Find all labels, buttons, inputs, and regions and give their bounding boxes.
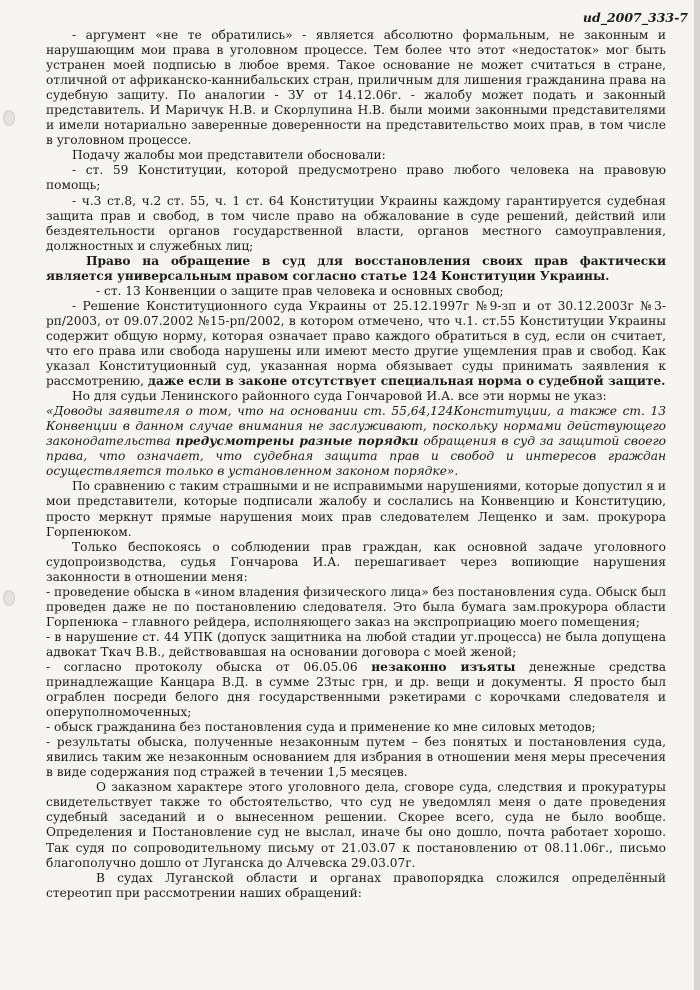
list-item bbox=[46, 660, 666, 720]
quote bbox=[46, 404, 666, 479]
paragraph: - аргумент «не те обратились» - является абсолютно формальным, не законным и нарушающим мои права в уголовном процессе. Тем более что этот «недостаток» мог быть устранен моей подписью в любое время. Такое основание не может считаться в стране, отличной от африканско-каннибальских стран, приличным для лишения гражданина права на судебную защиту. По аналогии - ЗУ от 14.12.06г. - жалобу может подать и законный представитель. И Маричук Н.В. и Скорлупина Н.В. были моими законными представителями и имели нотариально заверенные доверенности на представительство моих прав, в том числе в уголовном процессе. bbox=[46, 28, 666, 148]
list-item: - ст. 13 Конвенции о защите прав человека и основных свобод; bbox=[96, 283, 504, 298]
paragraph: О заказном характере этого уголовного дела, сговоре суда, следствия и прокуратуры свидетельствует также то обстоятельство, что суд не уведомлял меня о дате проведения судебный заседаний и о вынесенном решении. Скорее всего, суда не было вообще. Определения и Постановление суд не выслал, иначе бы оно дошло, почта работает хорошо. Так судя по сопроводительному письму от 21.03.07 к постановлению от 08.11.06г., письмо благополучно дошло от Луганска до Алчевска 29.03.07г. bbox=[46, 780, 666, 870]
paragraph-text: - Решение Конституционного суда Украины от 25.12.1997г №9-зп и от 30.12.2003г №3-рп/2003, от 09.07.2002 №15-рп/2002, в котором отмечено, что ч.1. ст.55 Конституции Украины содержит общую норму, которая означает право каждого обратиться в суд, если он считает, что его права или свобода нарушены или имеют место другие ущемления прав и свобод. Как указал Конституционный суд, указанная норма обязывает суды принимать заявления к рассмотрению, bbox=[46, 298, 666, 389]
bold-phrase: незаконно изъяты bbox=[371, 659, 516, 674]
bold-statement: Право на обращение в суд для восстановления своих прав фактически является универсальным правом согласно статье 124 Конституции Украины. bbox=[46, 253, 666, 283]
list-item bbox=[46, 299, 666, 389]
page-edge bbox=[694, 0, 700, 990]
paragraph: Подачу жалобы мои представители обосновали: bbox=[72, 148, 386, 163]
binder-hole bbox=[3, 590, 15, 606]
paragraph: Только беспокоясь о соблюдении прав граждан, как основной задаче уголовного судопроизводства, судья Гончарова И.А. перешагивает через вопиющие нарушения законности в отношении меня: bbox=[46, 539, 666, 584]
list-item: - ст. 59 Конституции, которой предусмотрено право любого человека на правовую помощь; bbox=[46, 163, 666, 193]
bold-phrase: предусмотрены разные порядки bbox=[175, 434, 419, 449]
paragraph-text: денежные средства принадлежащие Канцара В.Д. в сумме 23тыс грн, и др. вещи и документы. Я просто был ограблен посреди белого дня государственными рэкетирами с корочками следователя и оперуполномоченных; bbox=[46, 659, 666, 720]
list-item: - ч.3 ст.8, ч.2 ст. 55, ч. 1 ст. 64 Конституции Украины каждому гарантируется судебная защита прав и свобод, в том числе право на обжалование в суде решений, действий или бездеятельности органов государственной власти, органов местного самоуправления, должностных и служебных лиц; bbox=[46, 193, 666, 253]
quote-text: «Доводы заявителя о том, что на основании ст. 55,64,124Конституции, а также ст. 13 Конвенции в данном случае внимания не заслуживают, поскольку нормами действующего законодательства bbox=[46, 404, 666, 449]
quote-text: обращения в суд за защитой своего права, что означает, что судебная защита прав и свобод и интересов граждан осуществляется только в установленном законом порядке». bbox=[46, 434, 667, 479]
list-item: - в нарушение ст. 44 УПК (допуск защитника на любой стадии уг.процесса) не была допущена адвокат Ткач В.В., действовавшая на основании договора с моей женой; bbox=[46, 629, 666, 659]
paragraph: В судах Луганской области и органах правопорядка сложился определённый стереотип при рассмотрении наших обращений: bbox=[46, 870, 666, 900]
document-body bbox=[46, 28, 666, 901]
document-id: ud_2007_333-7 bbox=[582, 10, 688, 25]
bold-phrase: даже если в законе отсутствует специальная норма о судебной защите. bbox=[147, 374, 666, 389]
list-item: - результаты обыска, полученные незаконным путем – без понятых и постановления суда, явились таким же незаконным основанием для избрания в отношении меня меры пресечения в виде содержания под стражей в течении 1,5 месяцев. bbox=[46, 735, 666, 780]
paragraph: Но для судьи Ленинского районного суда Гончаровой И.А. все эти нормы не указ: bbox=[72, 389, 607, 404]
binder-hole bbox=[3, 110, 15, 126]
paragraph-text: - согласно протоколу обыска от 06.05.06 bbox=[46, 659, 358, 674]
list-item: - обыск гражданина без постановления суда и применение ко мне силовых методов; bbox=[46, 720, 596, 735]
paragraph: По сравнению с таким страшными и не исправимыми нарушениями, которые допустил я и мои представители, которые подписали жалобу и сослались на Конвенцию и Конституцию, просто меркнут прямые нарушения моих прав следователем Лещенко и зам. прокурора Горпенюком. bbox=[46, 479, 666, 539]
list-item: - проведение обыска в «ином владения физического лица» без постановления суда. Обыск был проведен даже не по постановлению следователя. Это была бумага зам.прокурора области Горпенюка – главного рейдера, исполняющего заказ на экспроприацию моего помещения; bbox=[46, 584, 666, 629]
